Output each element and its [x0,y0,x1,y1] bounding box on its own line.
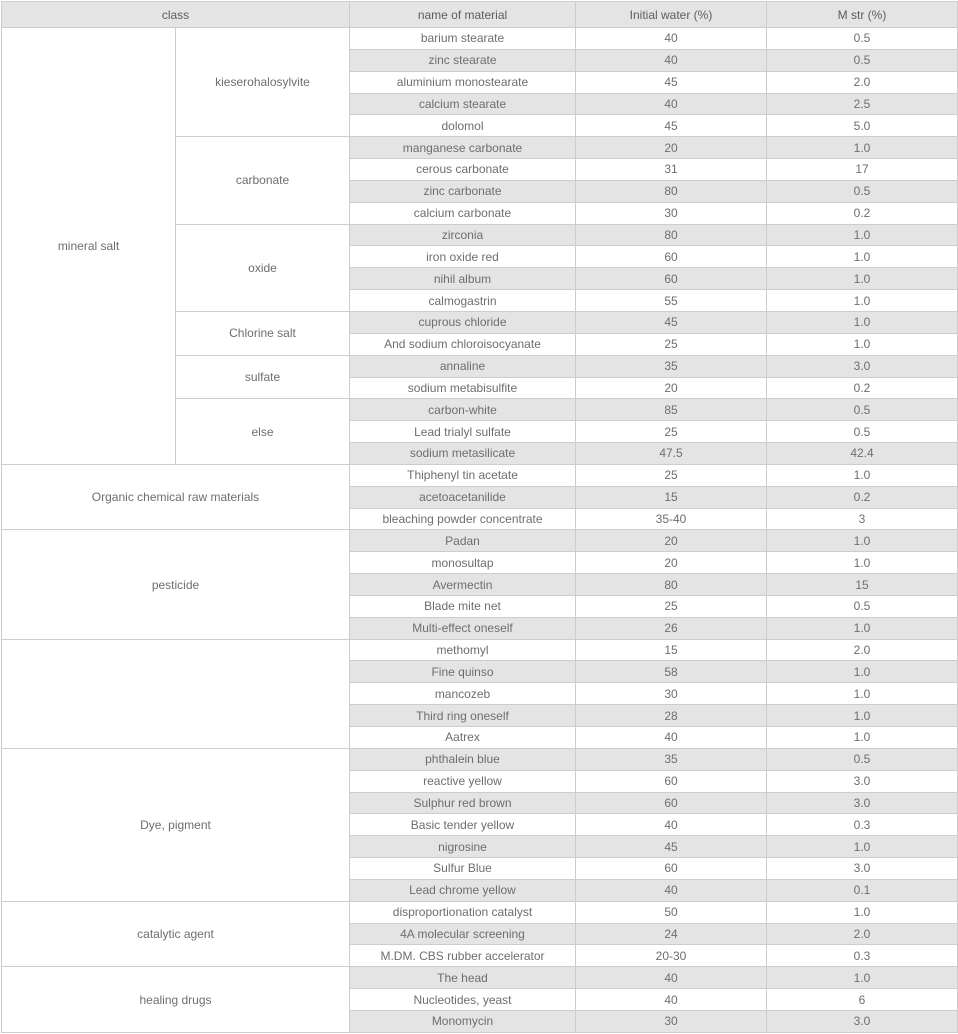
m-str-cell: 0.2 [767,486,958,508]
material-name-cell: cerous carbonate [350,159,576,181]
m-str-cell: 2.0 [767,71,958,93]
m-str-cell: 2.5 [767,93,958,115]
initial-water-cell: 30 [576,202,767,224]
class-cell-sulfate: sulfate [176,355,350,399]
m-str-cell: 5.0 [767,115,958,137]
materials-table [1,1,958,1033]
m-str-cell: 2.0 [767,923,958,945]
table-row [2,967,958,989]
initial-water-cell: 40 [576,989,767,1011]
table-row [2,748,958,770]
class-cell-else: else [176,399,350,465]
material-name-cell: Aatrex [350,727,576,749]
class-cell-mineral-salt: mineral salt [2,28,176,465]
material-name-cell: zinc carbonate [350,180,576,202]
header-class: class [2,2,350,28]
m-str-cell: 3.0 [767,792,958,814]
initial-water-cell: 25 [576,333,767,355]
class-cell-empty [2,639,350,748]
class-cell-catalytic-agent: catalytic agent [2,901,350,967]
initial-water-cell: 20 [576,377,767,399]
m-str-cell: 1.0 [767,683,958,705]
initial-water-cell: 28 [576,705,767,727]
material-name-cell: Blade mite net [350,595,576,617]
material-name-cell: M.DM. CBS rubber accelerator [350,945,576,967]
initial-water-cell: 45 [576,115,767,137]
table-body [2,28,958,1033]
m-str-cell: 17 [767,159,958,181]
initial-water-cell: 80 [576,574,767,596]
m-str-cell: 0.5 [767,28,958,50]
material-name-cell: Padan [350,530,576,552]
m-str-cell: 1.0 [767,705,958,727]
material-name-cell: Nucleotides, yeast [350,989,576,1011]
material-name-cell: mancozeb [350,683,576,705]
initial-water-cell: 24 [576,923,767,945]
material-name-cell: methomyl [350,639,576,661]
initial-water-cell: 47.5 [576,443,767,465]
material-name-cell: disproportionation catalyst [350,901,576,923]
class-cell-healing-drugs: healing drugs [2,967,350,1033]
initial-water-cell: 20 [576,530,767,552]
initial-water-cell: 40 [576,49,767,71]
class-cell-organic-chemical-raw-materials: Organic chemical raw materials [2,464,350,530]
m-str-cell: 3.0 [767,1010,958,1032]
material-name-cell: zinc stearate [350,49,576,71]
material-name-cell: calcium stearate [350,93,576,115]
m-str-cell: 1.0 [767,617,958,639]
table-row [2,639,958,661]
material-name-cell: The head [350,967,576,989]
m-str-cell: 1.0 [767,268,958,290]
class-cell-chlorine-salt: Chlorine salt [176,311,350,355]
m-str-cell: 6 [767,989,958,1011]
table-row [2,464,958,486]
initial-water-cell: 80 [576,180,767,202]
header-initial-water: Initial water (%) [576,2,767,28]
initial-water-cell: 35 [576,748,767,770]
material-name-cell: monosultap [350,552,576,574]
material-name-cell: Multi-effect oneself [350,617,576,639]
material-name-cell: dolomol [350,115,576,137]
m-str-cell: 0.5 [767,180,958,202]
initial-water-cell: 60 [576,770,767,792]
m-str-cell: 1.0 [767,836,958,858]
m-str-cell: 0.2 [767,202,958,224]
header-material-name: name of material [350,2,576,28]
m-str-cell: 1.0 [767,311,958,333]
m-str-cell: 0.2 [767,377,958,399]
initial-water-cell: 30 [576,683,767,705]
initial-water-cell: 85 [576,399,767,421]
class-cell-carbonate: carbonate [176,137,350,224]
m-str-cell: 0.5 [767,421,958,443]
material-name-cell: Basic tender yellow [350,814,576,836]
material-name-cell: calmogastrin [350,290,576,312]
material-name-cell: nihil album [350,268,576,290]
initial-water-cell: 31 [576,159,767,181]
initial-water-cell: 40 [576,967,767,989]
material-name-cell: sodium metasilicate [350,443,576,465]
m-str-cell: 0.5 [767,399,958,421]
m-str-cell: 1.0 [767,661,958,683]
initial-water-cell: 45 [576,71,767,93]
class-cell-kieserohalosylvite: kieserohalosylvite [176,28,350,137]
material-name-cell: sodium metabisulfite [350,377,576,399]
m-str-cell: 0.3 [767,814,958,836]
initial-water-cell: 30 [576,1010,767,1032]
m-str-cell: 0.5 [767,748,958,770]
m-str-cell: 1.0 [767,727,958,749]
material-name-cell: 4A molecular screening [350,923,576,945]
m-str-cell: 3.0 [767,858,958,880]
initial-water-cell: 40 [576,727,767,749]
initial-water-cell: 50 [576,901,767,923]
m-str-cell: 3.0 [767,355,958,377]
initial-water-cell: 45 [576,836,767,858]
m-str-cell: 0.1 [767,879,958,901]
m-str-cell: 0.3 [767,945,958,967]
material-name-cell: annaline [350,355,576,377]
m-str-cell: 1.0 [767,290,958,312]
material-name-cell: phthalein blue [350,748,576,770]
material-name-cell: Fine quinso [350,661,576,683]
class-cell-dye-pigment: Dye, pigment [2,748,350,901]
material-name-cell: iron oxide red [350,246,576,268]
material-name-cell: Monomycin [350,1010,576,1032]
initial-water-cell: 35 [576,355,767,377]
material-name-cell: Third ring oneself [350,705,576,727]
m-str-cell: 1.0 [767,333,958,355]
material-name-cell: carbon-white [350,399,576,421]
initial-water-cell: 60 [576,858,767,880]
initial-water-cell: 40 [576,879,767,901]
initial-water-cell: 15 [576,486,767,508]
initial-water-cell: 20 [576,552,767,574]
initial-water-cell: 40 [576,28,767,50]
m-str-cell: 1.0 [767,246,958,268]
material-name-cell: Avermectin [350,574,576,596]
material-name-cell: And sodium chloroisocyanate [350,333,576,355]
class-cell-oxide: oxide [176,224,350,311]
initial-water-cell: 20 [576,137,767,159]
initial-water-cell: 40 [576,814,767,836]
m-str-cell: 0.5 [767,595,958,617]
m-str-cell: 2.0 [767,639,958,661]
initial-water-cell: 26 [576,617,767,639]
initial-water-cell: 60 [576,246,767,268]
material-name-cell: aluminium monostearate [350,71,576,93]
material-name-cell: Sulphur red brown [350,792,576,814]
material-name-cell: acetoacetanilide [350,486,576,508]
table-row [2,530,958,552]
initial-water-cell: 35-40 [576,508,767,530]
material-name-cell: bleaching powder concentrate [350,508,576,530]
material-name-cell: Lead trialyl sulfate [350,421,576,443]
material-name-cell: manganese carbonate [350,137,576,159]
table-row [2,28,958,50]
initial-water-cell: 60 [576,792,767,814]
m-str-cell: 1.0 [767,530,958,552]
material-name-cell: nigrosine [350,836,576,858]
m-str-cell: 3.0 [767,770,958,792]
m-str-cell: 1.0 [767,967,958,989]
initial-water-cell: 20-30 [576,945,767,967]
initial-water-cell: 45 [576,311,767,333]
material-name-cell: zirconia [350,224,576,246]
material-name-cell: barium stearate [350,28,576,50]
initial-water-cell: 15 [576,639,767,661]
m-str-cell: 1.0 [767,552,958,574]
material-name-cell: Sulfur Blue [350,858,576,880]
material-name-cell: calcium carbonate [350,202,576,224]
m-str-cell: 1.0 [767,224,958,246]
initial-water-cell: 80 [576,224,767,246]
m-str-cell: 0.5 [767,49,958,71]
initial-water-cell: 40 [576,93,767,115]
initial-water-cell: 25 [576,421,767,443]
class-cell-pesticide: pesticide [2,530,350,639]
initial-water-cell: 55 [576,290,767,312]
m-str-cell: 42.4 [767,443,958,465]
m-str-cell: 1.0 [767,137,958,159]
table-row [2,901,958,923]
m-str-cell: 1.0 [767,901,958,923]
m-str-cell: 1.0 [767,464,958,486]
material-name-cell: reactive yellow [350,770,576,792]
material-name-cell: Thiphenyl tin acetate [350,464,576,486]
header-m-str: M str (%) [767,2,958,28]
m-str-cell: 15 [767,574,958,596]
material-name-cell: cuprous chloride [350,311,576,333]
initial-water-cell: 58 [576,661,767,683]
initial-water-cell: 25 [576,595,767,617]
initial-water-cell: 60 [576,268,767,290]
m-str-cell: 3 [767,508,958,530]
material-name-cell: Lead chrome yellow [350,879,576,901]
header-row [2,2,958,28]
initial-water-cell: 25 [576,464,767,486]
